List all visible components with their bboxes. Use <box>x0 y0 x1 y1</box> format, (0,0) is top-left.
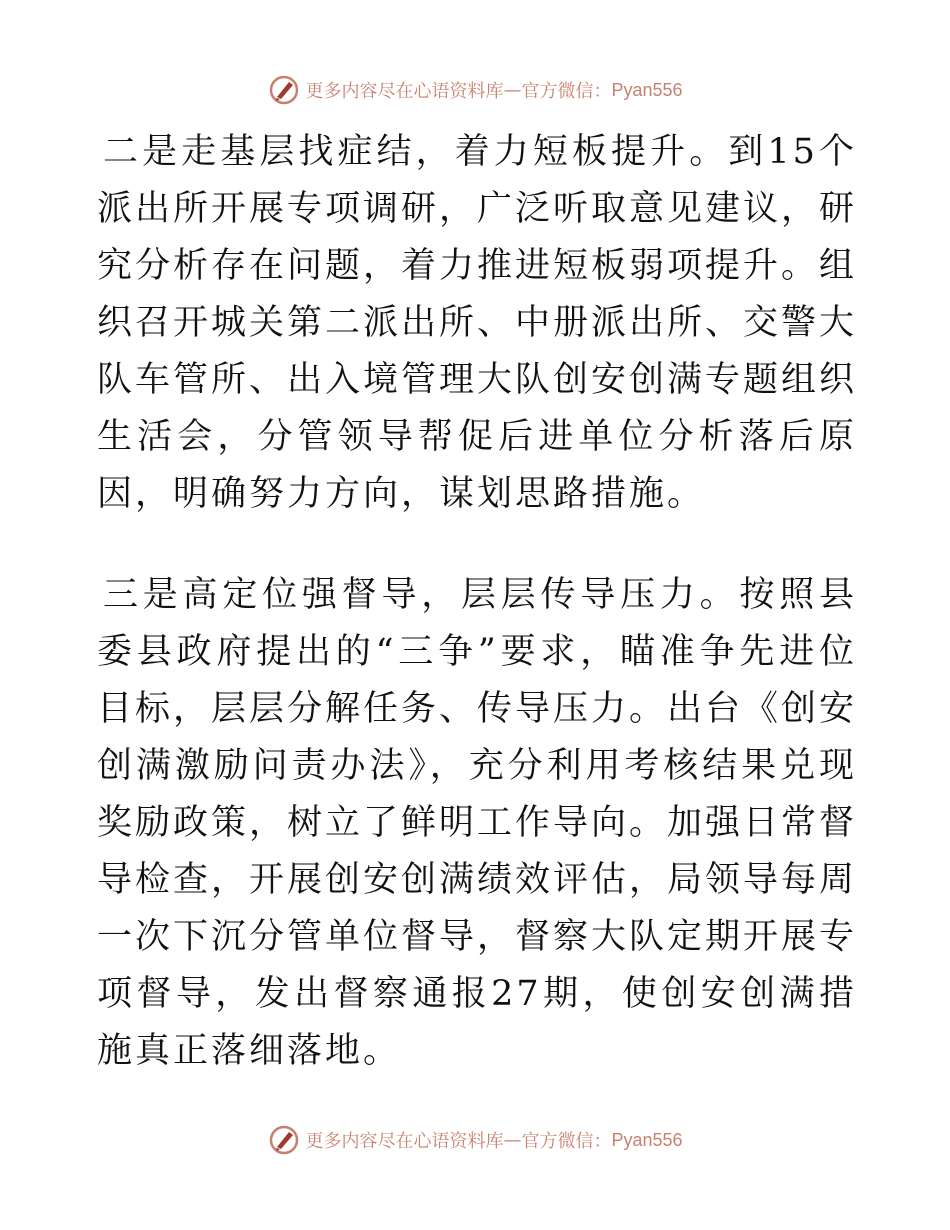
paragraph-2: 二是走基层找症结，着力短板提升。到15个派出所开展专项调研，广泛听取意见建议，研究分析存在问题，着力推进短板弱项提升。组织召开城关第二派出所、中册派出所、交警大队车管所、出入境管理大队创安创满专题组织生活会，分管领导帮促后进单位分析落后原因，明确努力方向，谋划思路措施。 <box>97 132 858 514</box>
document-body <box>97 124 857 1080</box>
header-watermark <box>0 70 950 110</box>
watermark-separator: — <box>503 1129 522 1151</box>
watermark-brand-text: 更多内容尽在心语资料库 <box>305 81 504 102</box>
watermark-wechat-id: Pyan556 <box>611 1129 683 1150</box>
watermark-wechat-id: Pyan556 <box>611 79 683 100</box>
watermark-separator: — <box>503 79 522 101</box>
paragraph-3: 三是高定位强督导，层层传导压力。按照县委县政府提出的“三争”要求，瞄准争先进位目标，层层分解任务、传导压力。出台《创安创满激励问责办法》，充分利用考核结果兑现奖励政策，树立了鲜明工作导向。加强日常督导检查，开展创安创满绩效评估，局领导每周一次下沉分管单位督导，督察大队定期开展专项督导，发出督察通报27期，使创安创满措施真正落细落地。 <box>97 575 858 1071</box>
watermark-wechat-label: 官方微信： <box>521 81 612 102</box>
brand-logo-icon <box>267 73 301 107</box>
footer-watermark <box>0 1120 950 1160</box>
brand-logo-icon <box>267 1123 301 1157</box>
watermark-wechat-label: 官方微信： <box>521 1131 612 1152</box>
watermark-brand-text: 更多内容尽在心语资料库 <box>305 1131 504 1152</box>
